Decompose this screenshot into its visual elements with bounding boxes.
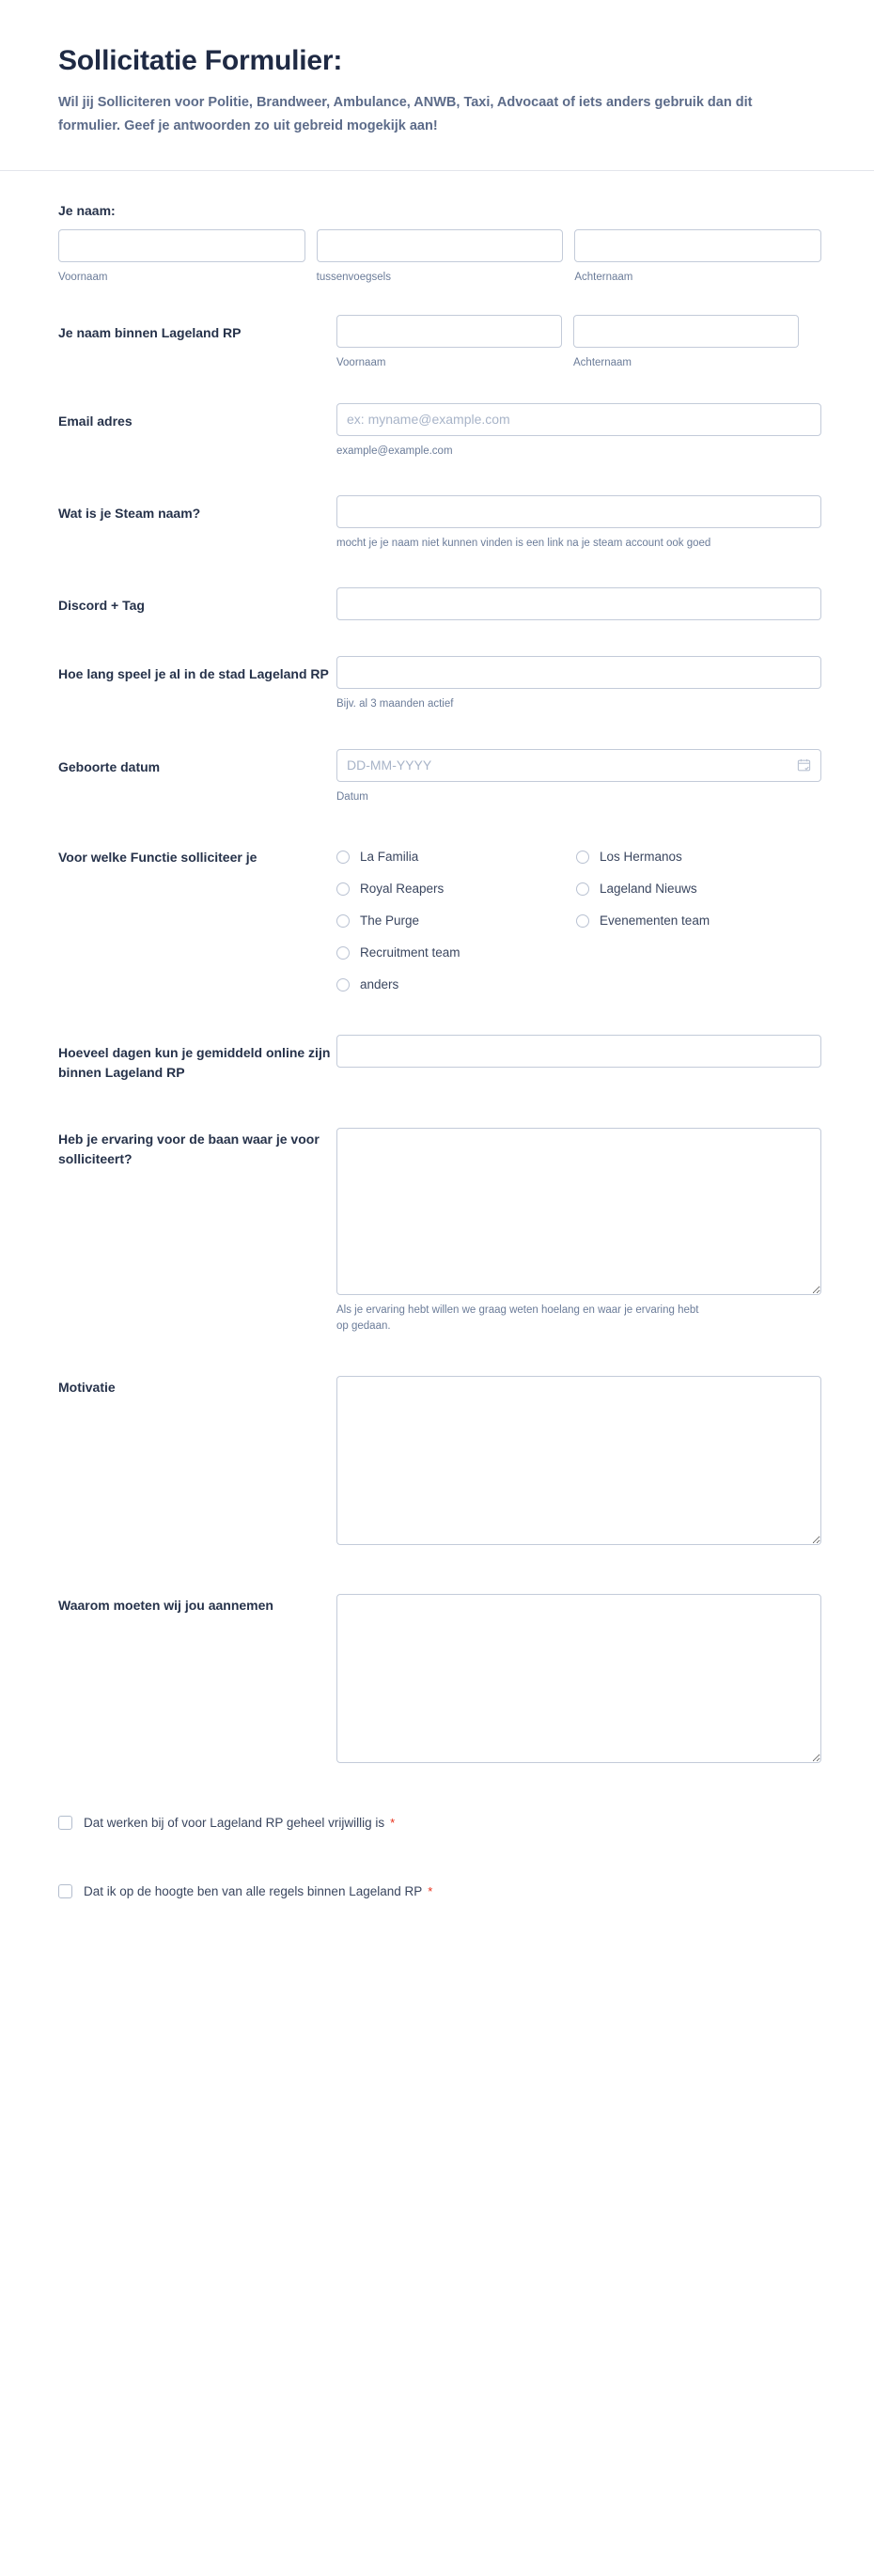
naam-input-group <box>58 229 821 286</box>
naam-part-tussenvoegsels <box>317 229 564 286</box>
field-row-geboorte <box>0 749 874 805</box>
functie-radio-column-left <box>336 847 576 1007</box>
ervaring-textarea[interactable] <box>336 1128 821 1295</box>
radio-label: Royal Reapers <box>360 882 445 896</box>
field-row-functie <box>0 847 874 1007</box>
functie-radio-column-right <box>576 847 821 1007</box>
field-row-hoelang <box>0 656 874 712</box>
field-control-steam <box>336 495 821 552</box>
geboorte-datum-input[interactable] <box>336 749 821 782</box>
field-control-discord <box>336 587 821 620</box>
radio-circle-icon[interactable] <box>336 914 350 928</box>
email-input[interactable] <box>336 403 821 436</box>
field-label-hoelang: Hoe lang speel je al in de stad Lageland RP <box>58 666 329 682</box>
field-label-ervaring: Heb je ervaring voor de baan waar je voor solliciteert? <box>58 1131 320 1166</box>
motivatie-textarea[interactable] <box>336 1376 821 1545</box>
waarom-textarea[interactable] <box>336 1594 821 1763</box>
radio-circle-icon[interactable] <box>336 882 350 896</box>
naam-rp-input-group <box>336 315 821 371</box>
radio-option-recruitment-team[interactable] <box>336 943 576 963</box>
radio-circle-icon[interactable] <box>576 851 589 864</box>
required-asterisk: * <box>428 1884 433 1899</box>
rp-voornaam-input[interactable] <box>336 315 562 348</box>
radio-option-anders[interactable] <box>336 975 576 995</box>
radio-label: La Familia <box>360 850 419 864</box>
field-row-naam <box>0 229 874 286</box>
date-input-wrapper <box>336 749 821 782</box>
field-control-motivatie <box>336 1376 821 1545</box>
field-control-naam <box>58 229 821 286</box>
field-label-waarom: Waarom moeten wij jou aannemen <box>58 1598 273 1614</box>
required-asterisk: * <box>390 1816 396 1831</box>
ervaring-helper: Als je ervaring hebt willen we graag weten hoelang en waar je ervaring hebt op gedaan. <box>336 1304 699 1332</box>
form-subtitle: Wil jij Solliciteren voor Politie, Brandweer, Ambulance, ANWB, Taxi, Advocaat of iets anders gebruik dan dit formulier. Geef je antwoorden zo uit gebreid mogekijk aan! <box>58 94 753 133</box>
field-row-waarom <box>0 1594 874 1763</box>
agreement-label: Dat werken bij of voor Lageland RP geheel vrijwillig is <box>84 1816 385 1830</box>
steam-helper: mocht je je naam niet kunnen vinden is een link na je steam account ook goed <box>336 538 711 549</box>
tussenvoegsels-helper: tussenvoegsels <box>316 272 391 284</box>
geboorte-helper: Datum <box>336 790 368 803</box>
field-control-waarom <box>336 1594 821 1763</box>
discord-input[interactable] <box>336 587 821 620</box>
agreement-row-vrijwillig[interactable] <box>0 1816 874 1830</box>
form-body <box>0 171 874 1983</box>
field-row-motivatie <box>0 1376 874 1545</box>
field-row-ervaring <box>0 1128 874 1335</box>
radio-circle-icon[interactable] <box>576 882 589 896</box>
radio-label: Los Hermanos <box>600 850 682 864</box>
field-row-discord <box>0 587 874 620</box>
field-row-email <box>0 403 874 460</box>
radio-option-royal-reapers[interactable] <box>336 879 576 899</box>
field-label-dagen: Hoeveel dagen kun je gemiddeld online zijn binnen Lageland RP <box>58 1044 331 1080</box>
form-header <box>0 0 874 171</box>
achternaam-input[interactable] <box>574 229 821 262</box>
checkbox-icon[interactable] <box>58 1884 72 1898</box>
radio-circle-icon[interactable] <box>336 851 350 864</box>
email-helper: example@example.com <box>336 445 453 457</box>
rp-achternaam-helper: Achternaam <box>573 356 632 368</box>
field-control-ervaring <box>336 1128 821 1335</box>
agreement-label: Dat ik op de hoogte ben van alle regels binnen Lageland RP <box>84 1884 423 1898</box>
radio-circle-icon[interactable] <box>336 946 350 960</box>
checkbox-icon[interactable] <box>58 1816 72 1830</box>
radio-option-evenementen-team[interactable] <box>576 911 821 931</box>
rp-achternaam-input[interactable] <box>573 315 799 348</box>
radio-label: Evenementen team <box>600 913 710 928</box>
field-label-geboorte: Geboorte datum <box>58 758 161 774</box>
functie-radio-group <box>336 847 821 1007</box>
page-title: Sollicitatie Formulier: <box>58 45 343 76</box>
hoelang-helper: Bijv. al 3 maanden actief <box>336 698 454 710</box>
steam-input[interactable] <box>336 495 821 528</box>
radio-label: anders <box>360 977 399 991</box>
radio-label: Recruitment team <box>360 945 460 960</box>
rp-voornaam-helper: Voornaam <box>336 356 386 368</box>
field-row-dagen <box>0 1035 874 1083</box>
field-control-geboorte <box>336 749 821 805</box>
hoelang-input[interactable] <box>336 656 821 689</box>
field-label-functie: Voor welke Functie solliciteer je <box>58 849 258 865</box>
voornaam-helper: Voornaam <box>58 272 108 284</box>
radio-circle-icon[interactable] <box>576 914 589 928</box>
field-label-email: Email adres <box>58 413 133 429</box>
field-label-naam-rp: Je naam binnen Lageland RP <box>58 324 242 340</box>
field-control-functie <box>336 847 821 1007</box>
naam-part-achternaam <box>574 229 821 286</box>
field-row-steam <box>0 495 874 552</box>
field-label-discord: Discord + Tag <box>58 598 145 614</box>
radio-option-the-purge[interactable] <box>336 911 576 931</box>
field-control-hoelang <box>336 656 821 712</box>
radio-circle-icon[interactable] <box>336 978 350 991</box>
naam-rp-part-voornaam <box>336 315 562 371</box>
field-label-motivatie: Motivatie <box>58 1380 116 1396</box>
naam-rp-part-achternaam <box>573 315 799 371</box>
field-row-naam-rp <box>0 315 874 371</box>
field-control-dagen <box>336 1035 821 1068</box>
voornaam-input[interactable] <box>58 229 305 262</box>
dagen-input[interactable] <box>336 1035 821 1068</box>
field-control-email <box>336 403 821 460</box>
radio-option-la-familia[interactable] <box>336 847 576 867</box>
agreement-row-regels[interactable] <box>0 1884 874 1898</box>
radio-option-lageland-nieuws[interactable] <box>576 879 821 899</box>
radio-option-los-hermanos[interactable] <box>576 847 821 867</box>
field-control-naam-rp <box>336 315 821 371</box>
radio-label: Lageland Nieuws <box>600 882 697 896</box>
radio-label: The Purge <box>360 913 420 928</box>
field-label-steam: Wat is je Steam naam? <box>58 506 201 521</box>
tussenvoegsels-input[interactable] <box>317 229 564 262</box>
achternaam-helper: Achternaam <box>574 272 633 284</box>
field-label-naam: Je naam: <box>58 203 116 219</box>
naam-part-voornaam <box>58 229 305 286</box>
